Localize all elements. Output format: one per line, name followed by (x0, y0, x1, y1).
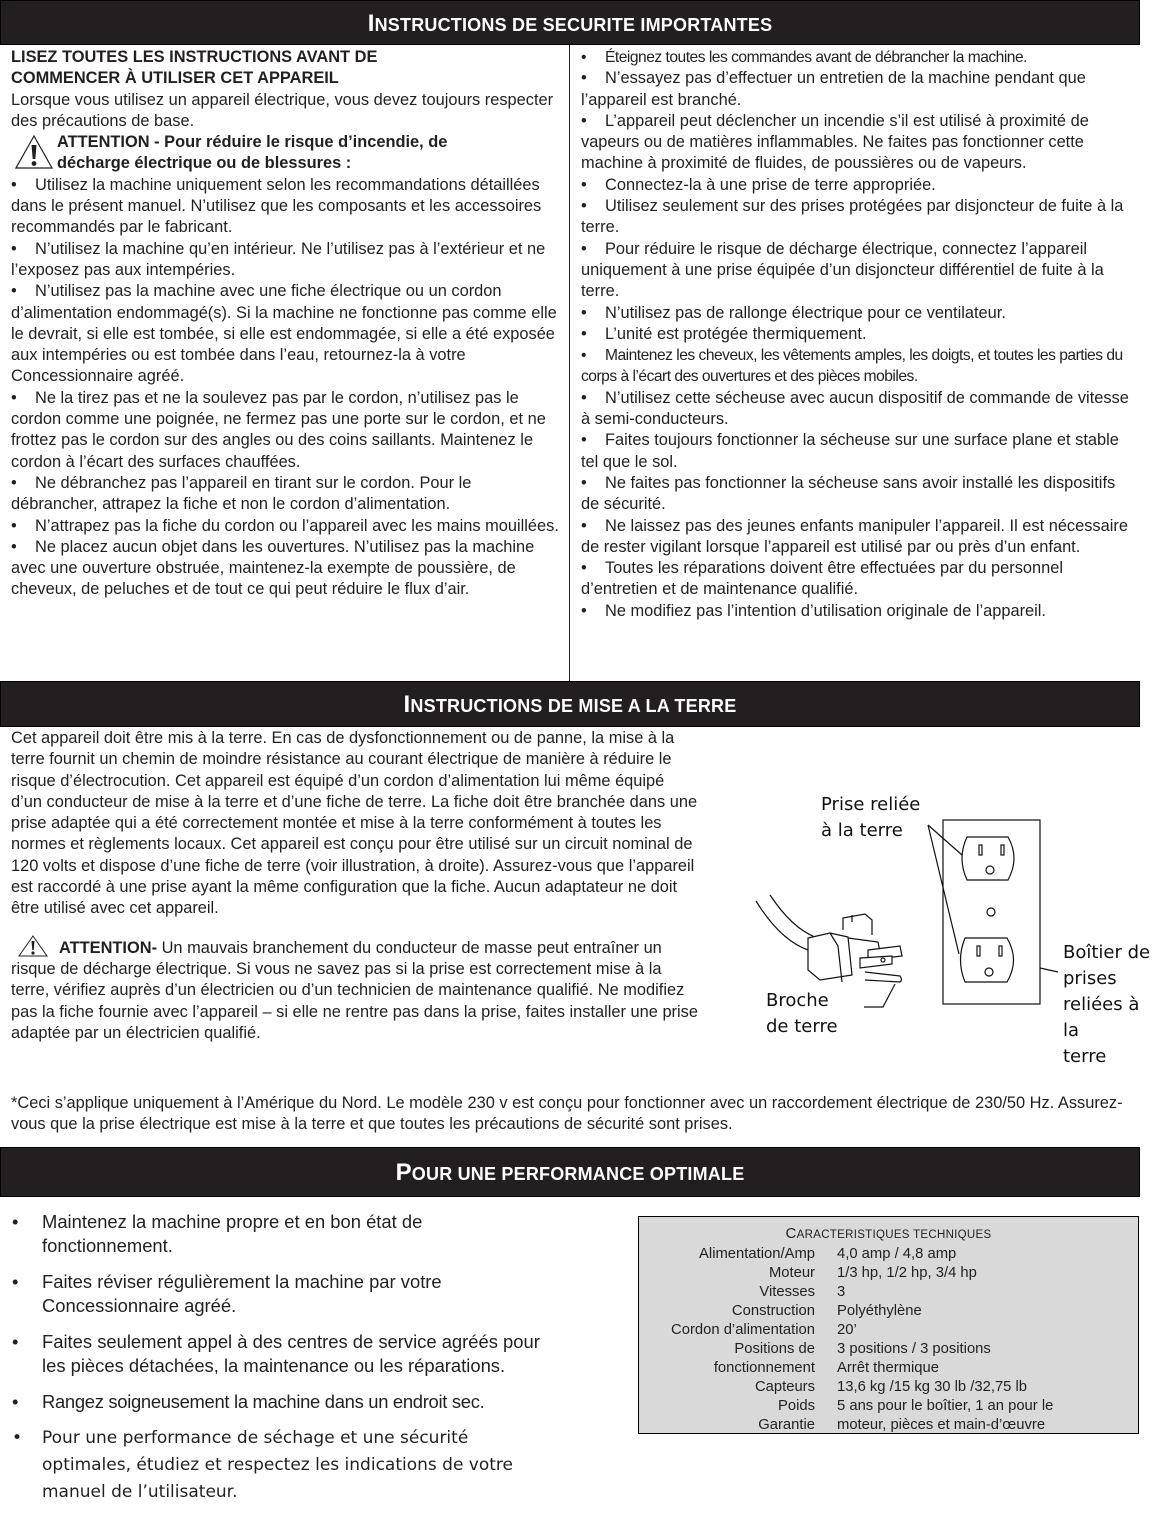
section-header-safety (0, 0, 1140, 45)
spec-row: Moteur 1/3 hp, 1/2 hp, 3/4 hp (768, 1265, 977, 1281)
safety-bullet: • Ne placez aucun objet dans les ouvertures. N’utilisez pas la machine avec une ouverture obstruée, maintenez-la exempte de poussière, de cheveux, de peluches et de tout ce qui peut réduire le flux d’air. (11, 537, 535, 599)
specifications-table (639, 1245, 1053, 1435)
safety-bullet: • Ne modifiez pas l’intention d’utilisation originale de l’appareil. (581, 601, 1046, 620)
safety-bullet: • N’attrapez pas la fiche du cordon ou l’appareil avec les mains mouillées. (11, 516, 559, 535)
performance-bullet: • Faites seulement appel à des centres de service agréés pour les pièces détachées, la maintenance ou les réparations. (12, 1331, 540, 1376)
safety-bullet: • N’essayez pas d’effectuer un entretien de la machine pendant que l’appareil est branché. (581, 69, 1086, 109)
safety-bullet: • N’utilisez la machine qu’en intérieur. Ne l’utilisez pas à l’extérieur et ne l’exposez pas aux intempéries. (11, 239, 546, 279)
safety-bullet: • Utilisez la machine uniquement selon les recommandations détaillées dans le présent manuel. N’utilisez que les composants et les accessoires recommandés par le fabricant. (11, 175, 542, 237)
section-header-grounding (0, 681, 1140, 727)
safety-bullet: • L’unité est protégée thermiquement. (581, 324, 867, 343)
grounding-text (11, 728, 699, 1044)
spec-row: Poids 5 ans pour le boîtier, 1 an pour le (777, 1398, 1054, 1414)
column-divider (569, 45, 570, 681)
warning-triangle-icon (17, 935, 49, 957)
safety-bullet: • Ne faites pas fonctionner la sécheuse sans avoir installé les dispositifs de sécurité. (581, 473, 1116, 514)
label-grounded-outlet: Prise reliée à la terre (821, 794, 921, 841)
performance-bullet: • Maintenez la machine propre et en bon état de fonctionnement. (12, 1211, 423, 1256)
warning-line-1: ATTENTION - Pour réduire le risque d’incendie, de (57, 133, 448, 152)
spec-row: Garantie moteur, pièces et main-d’œuvre (758, 1417, 1046, 1433)
header-cap: I (367, 10, 375, 37)
safety-bullet: • Utilisez seulement sur des prises protégées par disjoncteur de fuite à la terre. (581, 197, 1124, 237)
performance-bullet: • Rangez soigneusement la machine dans un endroit sec. (12, 1391, 485, 1412)
spec-row: Capteurs 13,6 kg /15 kg 30 lb /32,75 lb (754, 1379, 1028, 1395)
safety-bullet: • L’appareil peut déclencher un incendie s’il est utilisé à proximité de vapeurs ou de matières inflammables. Ne faites pas fonctionner cette machine à proximité de fluides, de poussières ou de vapeurs. (581, 111, 1089, 173)
safety-bullet: • N’utilisez cette sécheuse avec aucun dispositif de commande de vitesse à semi-conducteurs. (581, 388, 1129, 429)
safety-bullet: • Ne débranchez pas l’appareil en tirant sur le cordon. Pour le débrancher, attrapez la fiche et non le cordon d’alimentation. (11, 473, 472, 514)
spec-row: fonctionnement Arrêt thermique (713, 1360, 939, 1376)
performance-bullet: • Faites réviser régulièrement la machine par votre Concessionnaire agréé. (12, 1271, 442, 1316)
safety-bullet: • Faites toujours fonctionner la sécheuse sur une surface plane et stable tel que le sol. (581, 431, 1119, 471)
grounding-warning (11, 935, 699, 1044)
header-cap: I (403, 691, 411, 718)
safety-bullet: • Toutes les réparations doivent être effectuées par du personnel d’entretien et de maintenance qualifié. (581, 559, 1064, 599)
spec-row: Construction Polyéthylène (731, 1303, 922, 1319)
header-text: NSTRUCTIONS DE SECURITE IMPORTANTES (374, 15, 773, 35)
intro-heading-line-1: LISEZ TOUTES LES INSTRUCTIONS AVANT DE (11, 48, 378, 66)
label-ground-pin: Broche de terre (766, 990, 838, 1037)
grounding-footnote: *Ceci s’applique uniquement à l’Amérique du Nord. Le modèle 230 v est conçu pour fonctionner avec un raccordement électrique de 230/50 Hz. Assurez-vous que la prise électrique est mise à la terre et que toutes les précautions de sécurité sont prises. (11, 1094, 1123, 1134)
spec-row: Vitesses 3 (759, 1284, 846, 1300)
safety-left-column (11, 47, 559, 601)
safety-bullet: • N’utilisez pas de rallonge électrique pour ce ventilateur. (581, 303, 1006, 322)
grounding-body: Cet appareil doit être mis à la terre. En cas de dysfonctionnement ou de panne, la mise à la terre fournit un chemin de moindre résistance au courant électrique de manière à réduire le risque d’électrocution. Cet appareil est équipé d’un cordon d’alimentation lui même équipé d’un conducteur de mise à la terre et d’une fiche de terre. La fiche doit être branchée dans une prise adaptée qui a été correctement montée et mise à la terre conformément à toutes les normes et règlements locaux. Cet appareil est conçu pour être utilisé sur un circuit nominal de 120 volts et dispose d’une fiche de terre (voir illustration, à droite). Assurez-vous que l’appareil est raccordé à une prise ayant la même configuration que la fiche. Aucun adaptateur ne doit être utilisé avec cet appareil. (11, 729, 698, 918)
spec-row: Cordon d’alimentation 20’ (671, 1322, 857, 1338)
label-outlet-box: Boîtier de prises reliées à la terre (1063, 942, 1151, 1067)
warning-label: ATTENTION- (59, 938, 158, 957)
header-text: NSTRUCTIONS DE MISE A LA TERRE (410, 696, 737, 716)
safety-right-column (581, 47, 1131, 622)
performance-bullet: • Pour une performance de séchage et une sécurité optimales, étudiez et respectez les indications de votre manuel de l’utilisateur. (12, 1427, 514, 1502)
warning-block (11, 132, 559, 175)
warning-text: Un mauvais branchement du conducteur de masse peut entraîner un risque de décharge électrique. Si vous ne savez pas si la prise est correctement mise à la terre, vérifiez auprès d’un électricien ou d’un technicien de maintenance qualifié. Ne modifiez pas la fiche fournie avec l’appareil – si elle ne rentre pas dans la prise, faites installer une prise adaptée par un électricien qualifié. (11, 938, 698, 1042)
performance-list (8, 1210, 548, 1519)
spec-row: Positions de 3 positions / 3 positions (734, 1341, 991, 1357)
safety-bullet: • Maintenez les cheveux, les vêtements amples, les doigts, et toutes les parties du corps à l’écart des ouvertures et des pièces mobiles. (581, 347, 1123, 386)
warning-triangle-icon (15, 135, 53, 169)
safety-bullet: • Connectez-la à une prise de terre appropriée. (581, 175, 936, 194)
safety-bullet: • Pour réduire le risque de décharge électrique, connectez l’appareil uniquement à une prise équipée d’un disjoncteur différentiel de fuite à la terre. (581, 239, 1104, 301)
spec-row: Alimentation/Amp 4,0 amp / 4,8 amp (699, 1246, 957, 1262)
grounding-figure (700, 770, 1161, 1070)
header-cap: P (395, 1159, 412, 1186)
intro-text: Lorsque vous utilisez un appareil électrique, vous devez toujours respecter des précautions de base. (11, 90, 554, 130)
safety-bullet: • Ne la tirez pas et ne la soulevez pas par le cordon, n’utilisez pas le cordon comme une poignée, ne fermez pas une porte sur le cordon, et ne frottez pas le cordon sur des angles ou des coins saillants. Maintenez le cordon à l’écart des surfaces chauffées. (11, 388, 546, 471)
safety-bullet: • N’utilisez pas la machine avec une fiche électrique ou un cordon d’alimentation endommagé(s). Si la machine ne fonctionne pas comme elle le devrait, si elle est tombée, si elle est endommagée, si elle a été exposée aux intempéries ou est tombée dans l’eau, retournez-la à votre Concessionnaire agréé. (11, 282, 557, 386)
header-text: OUR UNE PERFORMANCE OPTIMALE (411, 1164, 745, 1184)
warning-line-2: décharge électrique ou de blessures : (57, 154, 352, 173)
specifications-title: CARACTERISTIQUES TECHNIQUES (785, 1225, 992, 1242)
intro-heading-line-2: COMMENCER À UTILISER CET APPAREIL (11, 69, 339, 88)
safety-bullet: • Éteignez toutes les commandes avant de débrancher la machine. (581, 49, 1027, 66)
section-header-performance (0, 1147, 1140, 1197)
safety-bullet: • Ne laissez pas des jeunes enfants manipuler l’appareil. Il est nécessaire de rester vigilant lorsque l’appareil est utilisé par ou près d’un enfant. (581, 516, 1128, 556)
specifications-box (638, 1216, 1139, 1434)
